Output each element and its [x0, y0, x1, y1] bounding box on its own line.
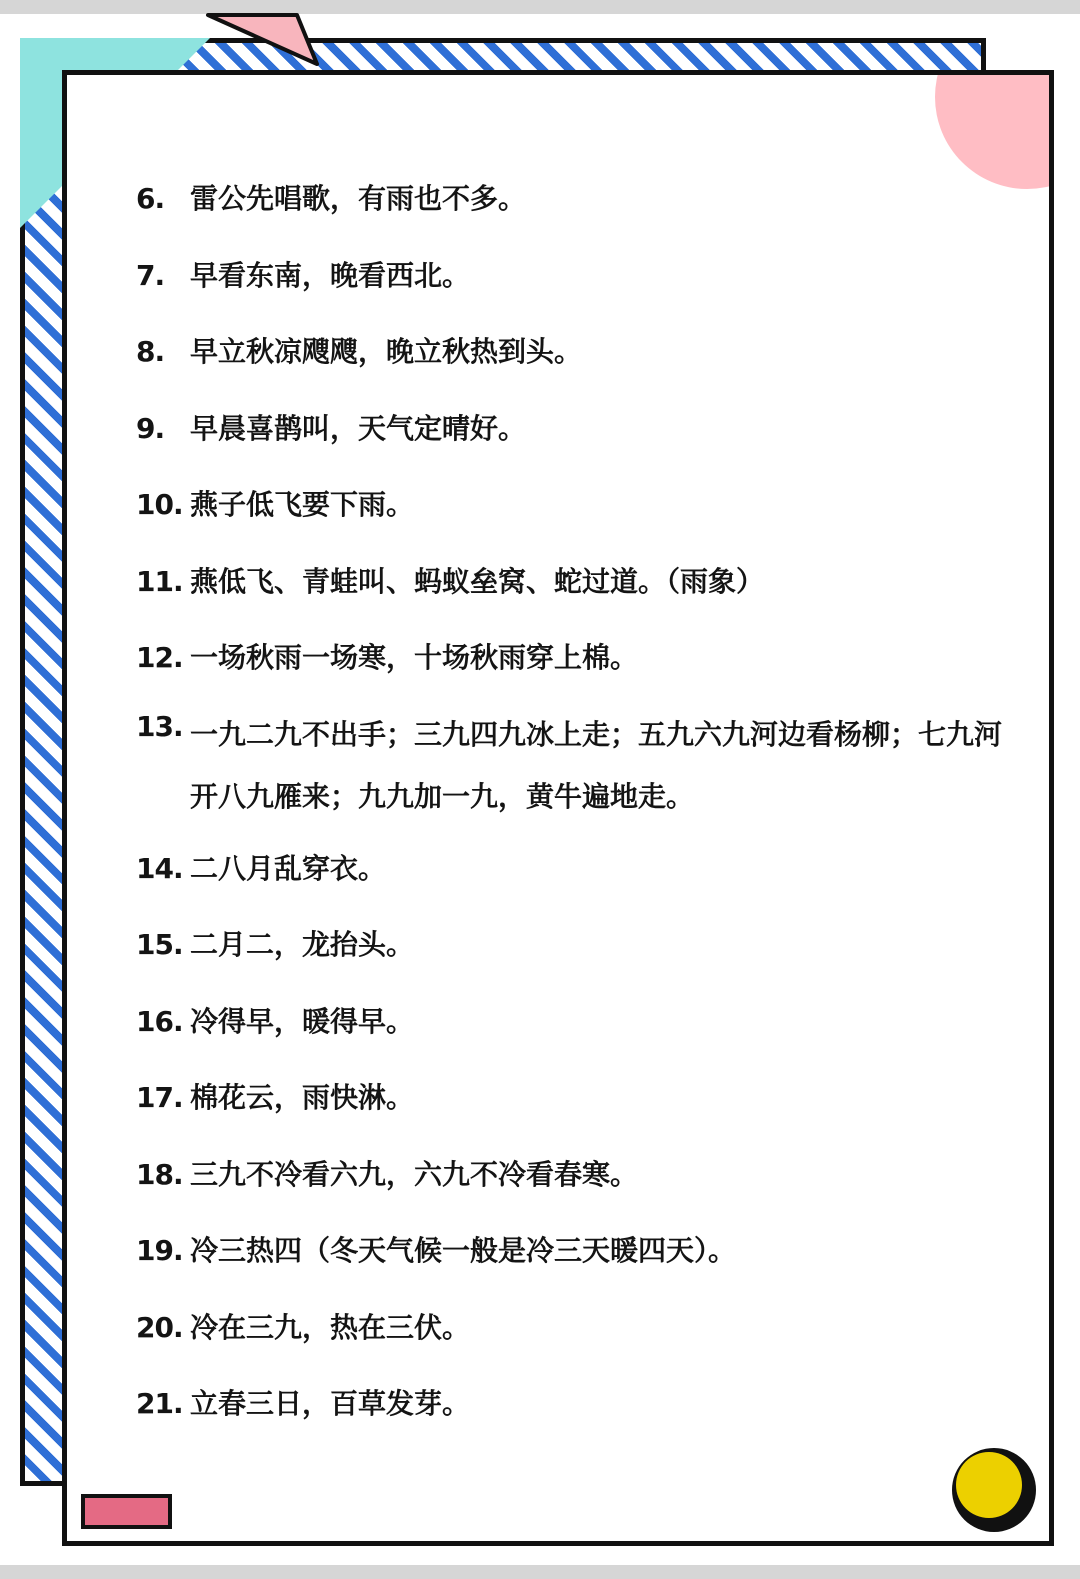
list-item [136, 1075, 1016, 1121]
item-text: 早看东南，晚看西北。 [190, 258, 471, 292]
pink-triangle-decoration [205, 12, 323, 68]
item-number: 7. [136, 258, 165, 292]
item-text: 燕低飞、青蛙叫、蚂蚁垒窝、蛇过道。（雨象） [190, 564, 765, 598]
list-item [136, 176, 1016, 222]
item-text: 棉花云，雨快淋。 [190, 1081, 415, 1114]
list-item [136, 406, 1016, 452]
item-number: 14. [136, 851, 183, 885]
item-number: 9. [136, 411, 165, 445]
item-number: 19. [136, 1234, 183, 1267]
list-item [136, 559, 1016, 605]
item-number: 12. [136, 641, 183, 674]
item-number: 10. [136, 488, 183, 521]
item-number: 17. [136, 1081, 183, 1114]
list-item [136, 253, 1016, 299]
list-item [136, 482, 1016, 528]
item-number: 15. [136, 928, 183, 961]
item-number: 11. [136, 564, 183, 598]
list-item [136, 846, 1016, 892]
item-text: 冷三热四（冬天气候一般是冷三天暖四天）。 [190, 1234, 737, 1267]
list-item [136, 635, 1016, 681]
list-item [136, 1228, 1016, 1274]
item-text: 雷公先唱歌，有雨也不多。 [190, 182, 527, 215]
item-number: 16. [136, 1004, 183, 1038]
top-border [0, 0, 1080, 14]
item-text: 冷在三九，热在三伏。 [190, 1310, 471, 1344]
item-text: 一九二九不出手；三九四九冰上走；五九六九河边看杨柳；七九河开八九雁来；九九加一九，黄牛遍地走。 [190, 717, 1003, 813]
list-item [136, 704, 1016, 828]
list-item [136, 1305, 1016, 1351]
item-number: 13. [136, 709, 183, 743]
item-text: 二月二，龙抬头。 [190, 928, 415, 961]
pink-rectangle-decoration [81, 1494, 172, 1529]
item-text: 立春三日，百草发芽。 [190, 1387, 471, 1420]
list-item [136, 922, 1016, 968]
yellow-circle-decoration [956, 1452, 1022, 1518]
list-item [136, 1152, 1016, 1198]
item-text: 一场秋雨一场寒，十场秋雨穿上棉。 [190, 641, 639, 674]
bottom-border [0, 1565, 1080, 1579]
item-text: 早晨喜鹊叫，天气定晴好。 [190, 411, 527, 445]
item-number: 6. [136, 182, 165, 215]
item-number: 18. [136, 1157, 183, 1191]
item-text: 燕子低飞要下雨。 [190, 488, 415, 521]
item-text: 早立秋凉飕飕，晚立秋热到头。 [190, 335, 583, 368]
item-number: 8. [136, 335, 165, 368]
item-number: 21. [136, 1387, 183, 1420]
pink-circle-decoration [935, 70, 1054, 189]
item-text: 三九不冷看六九，六九不冷看春寒。 [190, 1157, 639, 1191]
item-number: 20. [136, 1310, 183, 1344]
item-text: 冷得早，暖得早。 [190, 1004, 415, 1038]
proverb-list [136, 176, 1016, 1458]
list-item [136, 329, 1016, 375]
item-text: 二八月乱穿衣。 [190, 851, 387, 885]
list-item [136, 999, 1016, 1045]
list-item [136, 1381, 1016, 1427]
